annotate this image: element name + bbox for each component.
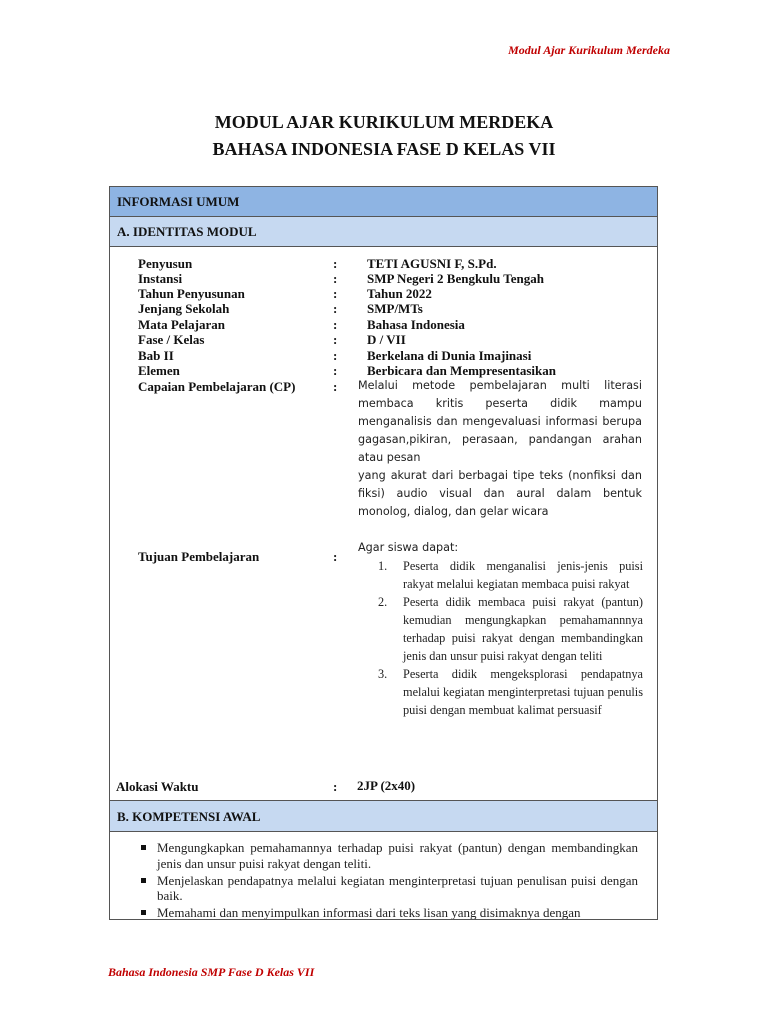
label-mata-pelajaran: Mata Pelajaran [138, 317, 226, 332]
label-bab: Bab II [138, 348, 174, 363]
list-item [378, 665, 643, 719]
value-alokasi-waktu: 2JP (2x40) [357, 778, 416, 793]
value-fase-kelas: D / VII [367, 332, 406, 347]
module-info-table [109, 186, 658, 920]
document-subtitle: BAHASA INDONESIA FASE D KELAS VII [212, 139, 556, 159]
capaian-pembelajaran-text [358, 377, 642, 521]
bullet-icon [141, 878, 146, 883]
colon: : [333, 348, 338, 363]
colon: : [333, 301, 338, 316]
label-tahun-penyusunan: Tahun Penyusunan [138, 286, 245, 301]
value-instansi: SMP Negeri 2 Bengkulu Tengah [367, 271, 544, 286]
label-fase-kelas: Fase / Kelas [138, 332, 205, 347]
bullet-icon [141, 910, 146, 915]
list-item-text: Memahami dan menyimpulkan informasi dari teks lisan yang disimaknya dengan [157, 905, 581, 920]
section-header-informasi-umum: INFORMASI UMUM [110, 187, 657, 217]
value-jenjang-sekolah: SMP/MTs [367, 301, 423, 316]
running-header: Modul Ajar Kurikulum Merdeka [508, 43, 670, 57]
list-item [138, 905, 638, 920]
colon: : [333, 363, 338, 378]
list-item [138, 873, 638, 904]
list-number: 3. [378, 667, 388, 681]
cp-paragraph: yang akurat dari berbagai tipe teks (nonfiksi dan fiksi) audio visual dan aural dalam bentuk monolog, dialog, dan gelar wicara [358, 469, 642, 518]
tujuan-lead-text: Agar siswa dapat: [358, 541, 459, 554]
label-capaian-pembelajaran: Capaian Pembelajaran (CP) [138, 379, 296, 394]
value-bab: Berkelana di Dunia Imajinasi [367, 348, 532, 363]
cp-paragraph: Melalui metode pembelajaran multi literasi membaca kritis peserta didik mampu menganalisis dan mengevaluasi informasi berupa gagasan,pikiran, perasaan, pandangan arahan atau pesan [358, 379, 642, 464]
section-header-kompetensi-awal: B. KOMPETENSI AWAL [110, 800, 657, 832]
label-penyusun: Penyusun [138, 256, 193, 271]
colon: : [333, 549, 338, 564]
value-tahun-penyusunan: Tahun 2022 [367, 286, 432, 301]
label-jenjang-sekolah: Jenjang Sekolah [138, 301, 230, 316]
list-item [378, 593, 643, 665]
colon: : [333, 317, 338, 332]
list-item [138, 840, 638, 871]
list-item-text: Peserta didik membaca puisi rakyat (pantun) kemudian mengungkapkan pemahamannnya terhadap puisi rakyat dengan membandingkan jenis dan unsur puisi rakyat dengan teliti [403, 595, 643, 663]
section-header-identitas-modul: A. IDENTITAS MODUL [110, 217, 657, 247]
document-title: MODUL AJAR KURIKULUM MERDEKA [214, 112, 554, 132]
list-item-text: Peserta didik menganalisi jenis-jenis puisi rakyat melalui kegiatan membaca puisi rakyat [403, 559, 643, 591]
list-item-text: Menjelaskan pendapatnya melalui kegiatan menginterpretasi tujuan penulisan puisi dengan baik. [157, 872, 638, 903]
list-item-text: Mengungkapkan pemahamannya terhadap puisi rakyat (pantun) dengan membandingkan jenis dan unsur puisi rakyat dengan teliti. [157, 840, 638, 871]
value-mata-pelajaran: Bahasa Indonesia [367, 317, 465, 332]
colon: : [333, 271, 338, 286]
colon: : [333, 256, 338, 271]
colon: : [333, 779, 338, 794]
label-tujuan-pembelajaran: Tujuan Pembelajaran [138, 549, 260, 564]
colon: : [333, 332, 338, 347]
colon: : [333, 379, 338, 394]
label-alokasi-waktu: Alokasi Waktu [116, 779, 199, 794]
label-instansi: Instansi [138, 271, 183, 286]
running-footer: Bahasa Indonesia SMP Fase D Kelas VII [108, 965, 315, 979]
list-number: 1. [378, 559, 388, 573]
label-elemen: Elemen [138, 363, 180, 378]
colon: : [333, 286, 338, 301]
list-item-text: Peserta didik mengeksplorasi pendapatnya melalui kegiatan menginterpretasi tujuan penulis puisi dengan membuat kalimat persuasif [403, 667, 643, 717]
value-penyusun: TETI AGUSNI F, S.Pd. [367, 256, 497, 271]
value-elemen: Berbicara dan Mempresentasikan [367, 363, 556, 378]
list-number: 2. [378, 595, 388, 609]
kompetensi-awal-list [138, 840, 638, 920]
tujuan-list [378, 557, 643, 719]
bullet-icon [141, 845, 146, 850]
list-item [378, 557, 643, 593]
